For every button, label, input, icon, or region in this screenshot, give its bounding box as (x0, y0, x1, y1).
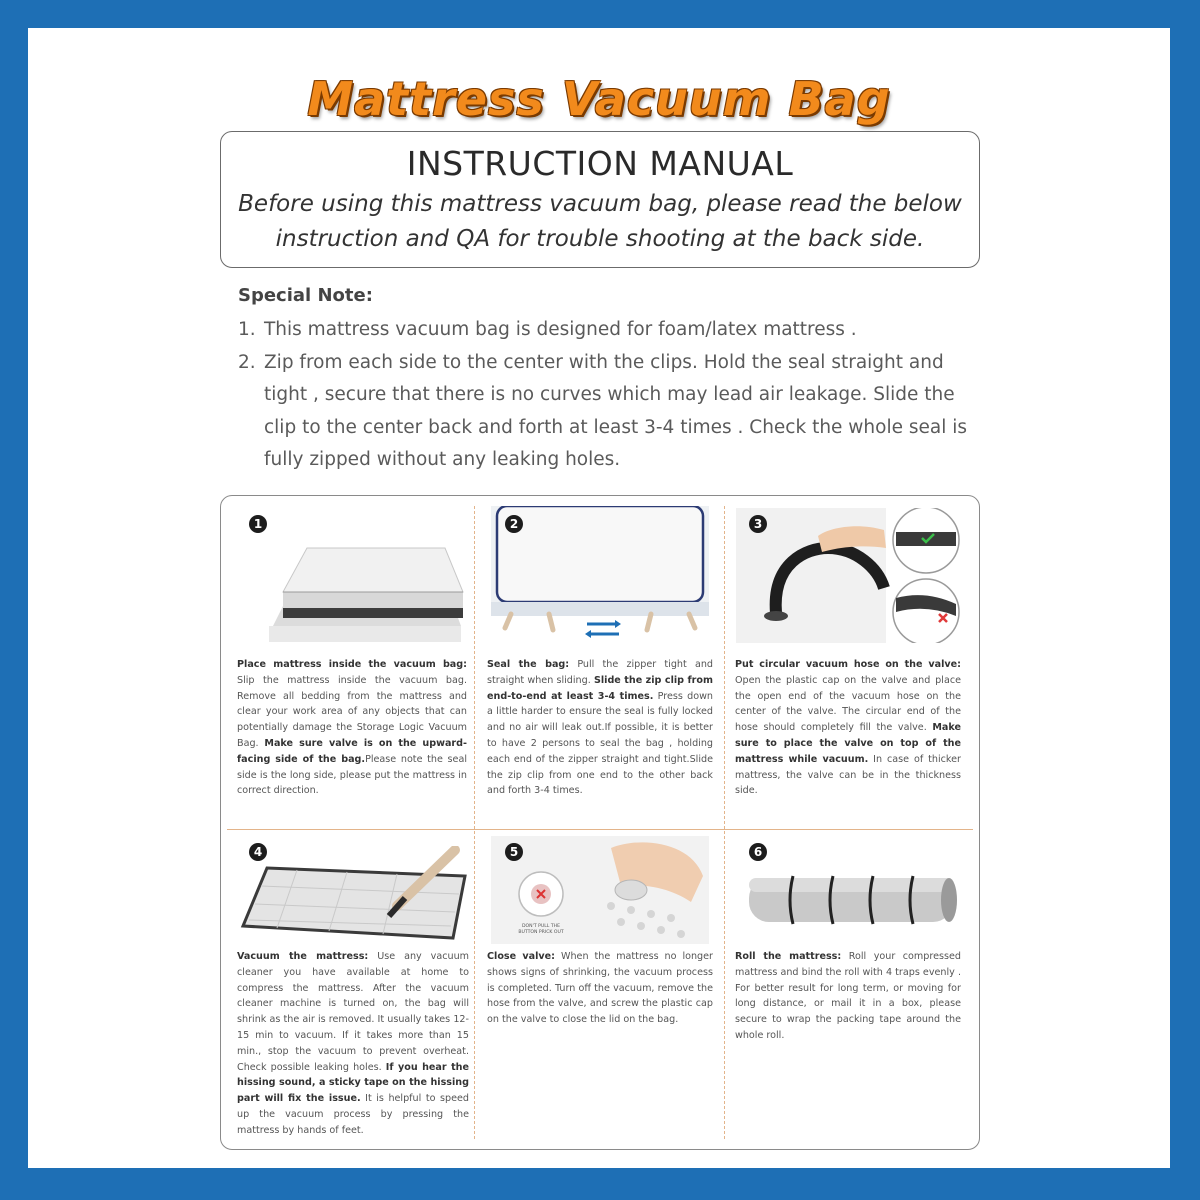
step-1-description (237, 657, 467, 799)
step-2-text-2: Press down a little harder to ensure the seal is fully locked and no air will leak out.If possible, it is better to have 2 persons to seal the bag , holding each end of the zipper straight and tight.Slide the zip clip from one end to the other back and forth 3-4 times. (487, 690, 713, 797)
step-2-description (487, 657, 713, 799)
step-3-text: Open the plastic cap on the valve and place the open end of the vacuum hose on the center of the valve. The circular end of the hose should completely fill the valve. (735, 674, 961, 734)
manual-subtitle (221, 187, 979, 257)
step-1-heading: Place mattress inside the vacuum bag: (237, 659, 467, 670)
step-3-text-2: In case of thicker mattress, the valve can be in the thickness side. (735, 753, 961, 797)
step-4-text: Use any vacuum cleaner you have available at home to compress the mattress. After the vacuum cleaner machine is turned on, the bag will shrink as the air is removed. It usually takes 12-15 min to vacuum. If it takes more than 15 min., stop the vacuum to prevent overheat. Check possible leaking holes. (237, 951, 470, 1073)
step-6-text: Roll your compressed mattress and bind the roll with 4 traps evenly . For better result for long term, or moving for long distance, or mail it in a box, please secure to wrap the packing tape around the whole roll. (735, 951, 961, 1041)
step-2-emphasis: Slide the zip clip from end-to-end at least 3-4 times. (487, 674, 713, 702)
note-number: 1. (238, 319, 256, 340)
step-1-text: Slip the mattress inside the vacuum bag. Remove all bedding from the mattress and clear your work area of any objects that can potentially damage the Storage Logic Vacuum Bag. (237, 674, 467, 749)
step-3-heading: Put circular vacuum hose on the valve: (735, 659, 961, 670)
step-3-hose-image (736, 508, 976, 643)
step-6-description (735, 949, 961, 1044)
step-1-text-2: Please note the seal side is the long side, please put the mattress in correct direction. (237, 753, 467, 797)
special-note (238, 285, 968, 477)
manual-subtitle-line-2: instruction and QA for trouble shooting at the back side. (275, 226, 925, 252)
step-4-heading: Vacuum the mattress: (237, 951, 369, 962)
special-note-heading: Special Note: (238, 285, 373, 306)
step-1-number: 1 (249, 515, 267, 533)
note-item (238, 314, 968, 347)
step-5-description (487, 949, 713, 1028)
step-2-number: 2 (505, 515, 523, 533)
note-text: Zip from each side to the center with the clips. Hold the seal straight and tight , secure that there is no curves which may lead air leakage. Slide the clip to the center back and forth at least 3-4 times . Check the whole seal is fully zipped without any leaking holes. (264, 351, 968, 470)
instruction-sheet (28, 28, 1170, 1168)
note-text: This mattress vacuum bag is designed for foam/latex mattress . (264, 319, 857, 340)
step-3-number: 3 (749, 515, 767, 533)
instruction-manual-box (220, 131, 980, 268)
step-2-seal-image (491, 506, 709, 646)
valve-caption-line-2: BUTTON PRICK OUT (518, 929, 564, 935)
manual-subtitle-line-1: Before using this mattress vacuum bag, please read the below (238, 191, 962, 217)
step-2-text: Pull the zipper tight and straight when sliding. (487, 659, 714, 686)
step-3-description (735, 657, 961, 799)
manual-heading: INSTRUCTION MANUAL (406, 144, 794, 183)
step-5-valve-image (491, 836, 709, 944)
step-4-number: 4 (249, 843, 267, 861)
step-4-vacuum-image (237, 846, 469, 946)
step-4-emphasis: If you hear the hissing sound, a sticky tape on the hissing part will fix the issue. (237, 1061, 469, 1105)
step-1-emphasis: Make sure valve is on the upward-facing side of the bag. (237, 737, 467, 765)
note-item (238, 347, 968, 477)
valve-caption (505, 924, 577, 935)
step-4-description (237, 949, 469, 1139)
step-5-heading: Close valve: (487, 951, 556, 962)
step-5-number: 5 (505, 843, 523, 861)
step-2-heading: Seal the bag: (487, 659, 570, 670)
valve-caption-line-1: DON'T PULL THE (522, 924, 560, 929)
step-4-text-2: It is helpful to speed up the vacuum process by pressing the mattress by hands of feet. (237, 1093, 469, 1136)
step-1-mattress-image (249, 526, 469, 651)
step-5-text: When the mattress no longer shows signs of shrinking, the vacuum process is completed. Turn off the vacuum, remove the hose from the valve, and screw the plastic cap on the valve to close the lid on the bag. (487, 951, 713, 1026)
note-number: 2. (238, 351, 256, 373)
steps-grid (220, 495, 980, 1150)
step-6-roll-image (735, 866, 965, 936)
step-6-heading: Roll the mattress: (735, 951, 842, 962)
step-3-emphasis: Make sure to place the valve on top of the mattress while vacuum. (735, 722, 961, 765)
product-title: Mattress Vacuum Bag (307, 72, 891, 126)
step-6-number: 6 (749, 843, 767, 861)
